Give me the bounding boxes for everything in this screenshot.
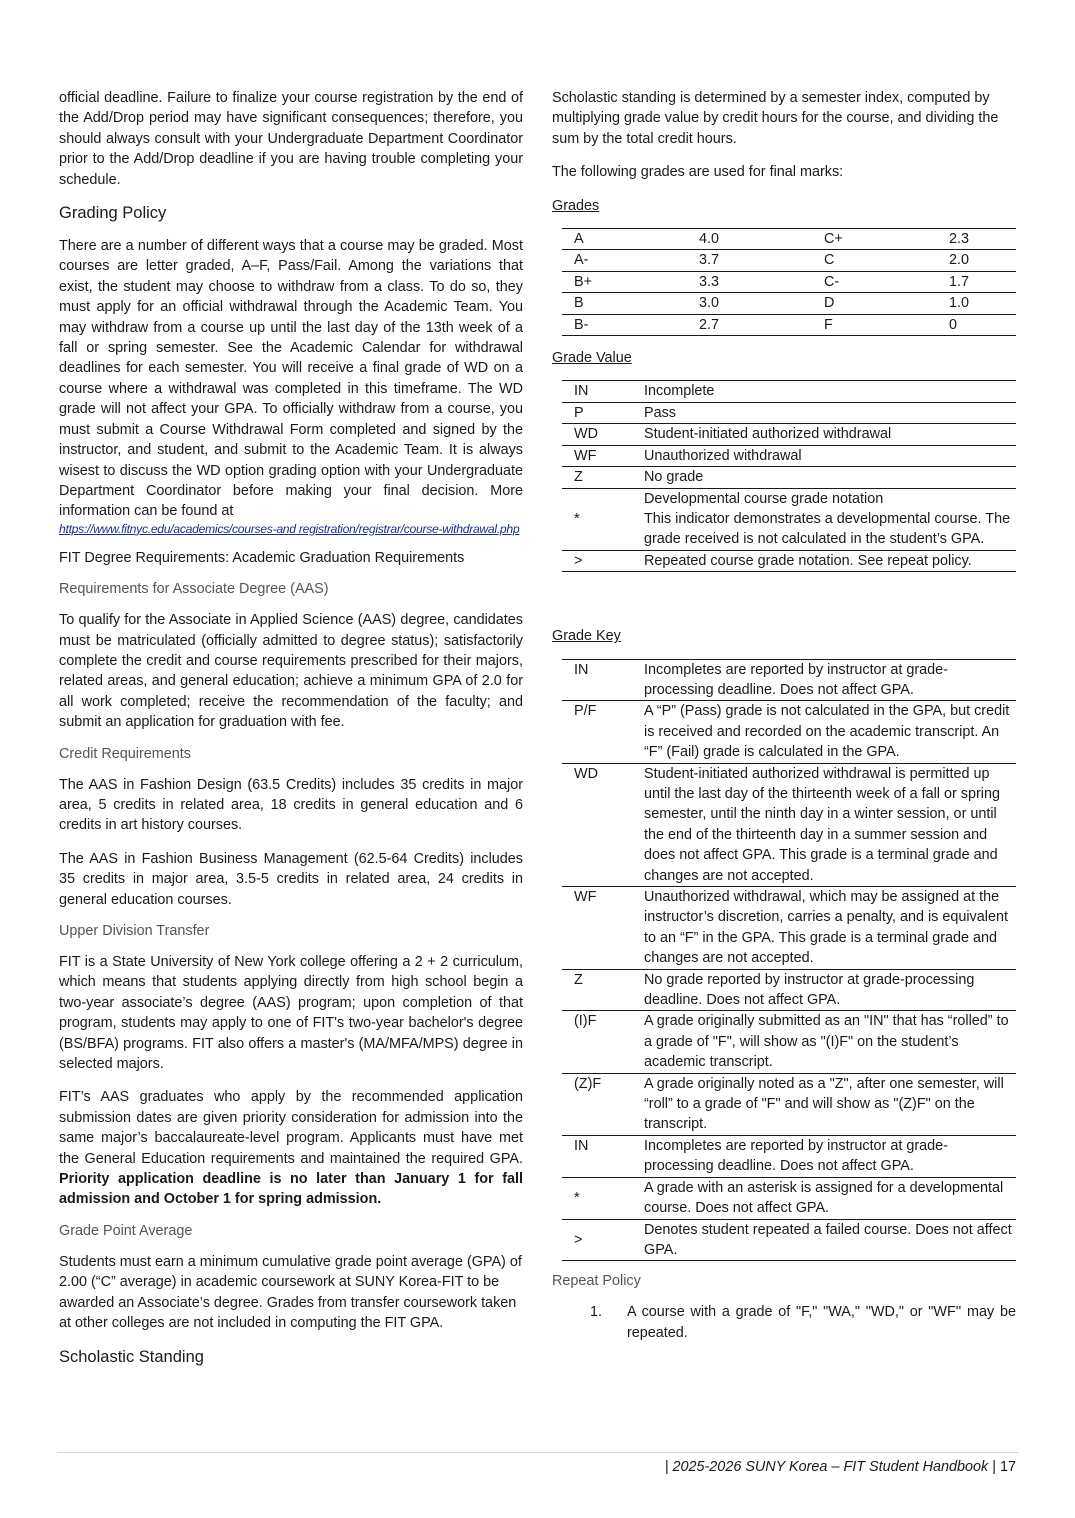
table-row	[562, 659, 1016, 701]
grade-description-cell: A “P” (Pass) grade is not calculated in the GPA, but credit is received and recorded on the academic transcript. An “F” (Fail) grade is calculated in the GPA.	[632, 701, 1016, 763]
grade-description-cell: A grade with an asterisk is assigned for a developmental course. Does not affect GPA.	[632, 1177, 1016, 1219]
grade-cell: 1.7	[937, 271, 1016, 292]
grade-cell: 3.7	[687, 250, 812, 271]
grade-cell: 4.0	[687, 229, 812, 250]
grade-cell: A-	[562, 250, 687, 271]
footer-title: | 2025-2026 SUNY Korea – FIT Student Handbook	[664, 1459, 989, 1475]
grade-code-cell: (I)F	[562, 1011, 632, 1073]
grading-policy-paragraph: There are a number of different ways that a course may be graded. Most courses are letter graded, A–F, Pass/Fail. Among the variations that exist, the student may choose to withdraw from a class. To do so, they must apply for an official withdrawal through the Academic Team. You may withdraw from a course up until the last day of the 13th week of a fall or spring semester. See the Academic Calendar for withdrawal deadlines for each semester. You will receive a final grade of WD on a course where a withdrawal was completed in this timeframe. The WD grade will not affect your GPA. To officially withdraw from a course, you must submit a Course Withdrawal Form completed and signed by the instructor, and student, and submit to the Academic Team. It is always wisest to discuss the WD option grading option with your Undergraduate Department Coordinator before making your final decision. More information can be found at	[59, 238, 523, 520]
table-row	[562, 467, 1016, 488]
grade-cell: 2.3	[937, 229, 1016, 250]
grade-description-cell: Denotes student repeated a failed course. Does not affect GPA.	[632, 1219, 1016, 1261]
grades-title: Grades	[552, 197, 600, 214]
table-row	[562, 250, 1016, 271]
table-row	[562, 402, 1016, 423]
repeat-policy-list	[552, 1302, 1016, 1343]
grade-code-cell: *	[562, 488, 632, 550]
footer-separator: |	[988, 1459, 1000, 1475]
intro-paragraph: official deadline. Failure to finalize your course registration by the end of the Add/Drop period may have significant consequences; therefore, you should always consult with your Undergraduate Department Coordinator prior to the Add/Drop deadline if you are having trouble completing your schedule.	[59, 90, 523, 188]
grade-key-title: Grade Key	[552, 628, 621, 645]
grade-description-cell: Unauthorized withdrawal, which may be assigned at the instructor’s discretion, carries a penalty, and is equivalent to an “F” in the GPA. This grade is a terminal grade and changes are not accepted.	[632, 887, 1016, 970]
priority-deadline-text: Priority application deadline is no later than January 1 for fall admission and October 1 for spring admission.	[59, 1171, 523, 1208]
associate-degree-heading: Requirements for Associate Degree (AAS)	[59, 581, 329, 598]
grade-code-cell: WD	[562, 763, 632, 886]
grades-table	[562, 228, 1016, 336]
degree-requirements-heading: FIT Degree Requirements: Academic Graduation Requirements	[59, 549, 465, 566]
page-footer	[665, 1459, 1016, 1475]
grade-code-cell: IN	[562, 381, 632, 402]
grade-cell: C-	[812, 271, 937, 292]
grade-cell: 2.0	[937, 250, 1016, 271]
grade-cell: 2.7	[687, 314, 812, 335]
grade-key-table	[562, 659, 1016, 1262]
scholastic-paragraph: Scholastic standing is determined by a semester index, computed by multiplying grade value by credit hours for the course, and dividing the sum by the total credit hours.	[552, 90, 999, 147]
grade-value-table	[562, 380, 1016, 572]
grade-description-cell: No grade reported by instructor at grade-processing deadline. Does not affect GPA.	[632, 969, 1016, 1011]
table-row	[562, 701, 1016, 763]
grade-cell: C	[812, 250, 937, 271]
grade-code-cell: (Z)F	[562, 1073, 632, 1135]
grade-code-cell: WF	[562, 887, 632, 970]
grade-value-title: Grade Value	[552, 350, 632, 367]
table-row	[562, 1219, 1016, 1261]
grade-description-cell: Incompletes are reported by instructor at grade-processing deadline. Does not affect GPA.	[632, 659, 1016, 701]
table-row	[562, 488, 1016, 550]
grade-description-cell: Developmental course grade notation This indicator demonstrates a developmental course. The grade received is not calculated in the student’s GPA.	[632, 488, 1016, 550]
grade-description-cell: Incomplete	[632, 381, 1016, 402]
footer-divider	[57, 1452, 1019, 1453]
credit-requirements-heading: Credit Requirements	[59, 745, 191, 762]
grade-code-cell: IN	[562, 659, 632, 701]
table-row	[562, 381, 1016, 402]
grade-description-cell: Unauthorized withdrawal	[632, 445, 1016, 466]
credit-fbm-paragraph: The AAS in Fashion Business Management (62.5-64 Credits) includes 35 credits in major area, 3.5-5 credits in related area, 24 credits in general education courses.	[59, 850, 523, 908]
table-row	[562, 969, 1016, 1011]
grade-code-cell: >	[562, 1219, 632, 1261]
table-row	[562, 445, 1016, 466]
grade-description-cell: No grade	[632, 467, 1016, 488]
table-row	[562, 424, 1016, 445]
list-item-text: A course with a grade of "F," "WA," "WD," or "WF'' may be repeated.	[627, 1304, 1016, 1341]
following-grades-paragraph: The following grades are used for final marks:	[552, 164, 844, 181]
table-row	[562, 887, 1016, 970]
grade-cell: 3.3	[687, 271, 812, 292]
grade-description-cell: Student-initiated authorized withdrawal is permitted up until the last day of the thirteenth week of a fall or spring semester, until the ninth day in a winter session, or until the end of the thirteenth day in a summer session and does not affect GPA. This grade is a terminal grade and changes are not accepted.	[632, 763, 1016, 886]
repeat-policy-heading: Repeat Policy	[552, 1273, 641, 1290]
grade-cell: A	[562, 229, 687, 250]
gpa-paragraph: Students must earn a minimum cumulative grade point average (GPA) of 2.00 (“C” average) in academic coursework at SUNY Korea-FIT to be awarded an Associate’s degree. Grades from transfer coursework taken at other colleges are not included in computing the FIT GPA.	[59, 1253, 522, 1332]
table-row	[562, 229, 1016, 250]
course-withdrawal-link[interactable]: https://www.fitnyc.edu/academics/courses-and registration/registrar/course-withdrawal.php	[59, 521, 520, 536]
grade-code-cell: >	[562, 550, 632, 571]
grade-description-cell: Pass	[632, 402, 1016, 423]
table-row	[562, 1177, 1016, 1219]
right-column	[552, 88, 1016, 1343]
transfer-paragraph-2-text: FIT’s AAS graduates who apply by the recommended application submission dates are given priority consideration for admission into the same major’s baccalaureate-level program. Applicants must have met the General Education requirements and maintained the required GPA.	[59, 1089, 523, 1167]
scholastic-standing-heading: Scholastic Standing	[59, 1347, 204, 1366]
grade-cell: F	[812, 314, 937, 335]
grade-code-cell: Z	[562, 969, 632, 1011]
grade-cell: B-	[562, 314, 687, 335]
table-row	[562, 293, 1016, 314]
table-row	[562, 1011, 1016, 1073]
grade-code-cell: IN	[562, 1135, 632, 1177]
grade-cell: D	[812, 293, 937, 314]
table-row	[562, 271, 1016, 292]
grade-cell: 1.0	[937, 293, 1016, 314]
grade-cell: 0	[937, 314, 1016, 335]
grade-code-cell: Z	[562, 467, 632, 488]
table-row	[562, 763, 1016, 886]
grade-cell: C+	[812, 229, 937, 250]
grade-code-cell: WD	[562, 424, 632, 445]
grade-code-cell: WF	[562, 445, 632, 466]
grade-cell: B	[562, 293, 687, 314]
left-column	[59, 88, 523, 1380]
grade-code-cell: *	[562, 1177, 632, 1219]
grade-description-cell: Incompletes are reported by instructor at grade-processing deadline. Does not affect GPA.	[632, 1135, 1016, 1177]
grade-code-cell: P/F	[562, 701, 632, 763]
table-row	[562, 550, 1016, 571]
associate-degree-paragraph: To qualify for the Associate in Applied Science (AAS) degree, candidates must be matriculated (officially admitted to degree status); satisfactorily complete the credit and course requirements prescribed for their majors, related areas, and general education; achieve a minimum GPA of 2.0 for all work completed; receive the recommendation of the faculty; and submit an application for graduation with fee.	[59, 612, 523, 731]
grade-code-cell: P	[562, 402, 632, 423]
list-item-number: 1.	[590, 1304, 603, 1321]
table-row	[562, 1135, 1016, 1177]
table-row	[562, 314, 1016, 335]
transfer-paragraph-2	[59, 1087, 523, 1209]
grade-description-cell: Repeated course grade notation. See repeat policy.	[632, 550, 1016, 571]
grade-description-cell: A grade originally noted as a "Z", after one semester, will “roll” to a grade of "F" and will show as "(Z)F" on the transcript.	[632, 1073, 1016, 1135]
grade-description-cell: Student-initiated authorized withdrawal	[632, 424, 1016, 445]
grade-cell: B+	[562, 271, 687, 292]
gpa-heading: Grade Point Average	[59, 1222, 193, 1239]
grading-policy-heading: Grading Policy	[59, 204, 167, 223]
list-item	[552, 1302, 1016, 1343]
transfer-paragraph-1: FIT is a State University of New York college offering a 2 + 2 curriculum, which means that students applying directly from high school begin a two-year associate’s degree (AAS) program; upon completion of that program, students may apply to one of FIT's two-year bachelor's degree (BS/BFA) programs. FIT also offers a master's (MA/MFA/MPS) degree in selected majors.	[59, 954, 523, 1073]
upper-division-transfer-heading: Upper Division Transfer	[59, 923, 210, 939]
credit-fashion-design-paragraph: The AAS in Fashion Design (63.5 Credits) includes 35 credits in major area, 5 credits in related area, 18 credits in general education and 6 credits in art history courses.	[59, 776, 523, 834]
page-number: 17	[999, 1459, 1016, 1475]
grade-cell: 3.0	[687, 293, 812, 314]
grade-description-cell: A grade originally submitted as an "IN" that has “rolled” to a grade of "F", will show as "(I)F" on the student’s academic transcript.	[632, 1011, 1016, 1073]
table-row	[562, 1073, 1016, 1135]
